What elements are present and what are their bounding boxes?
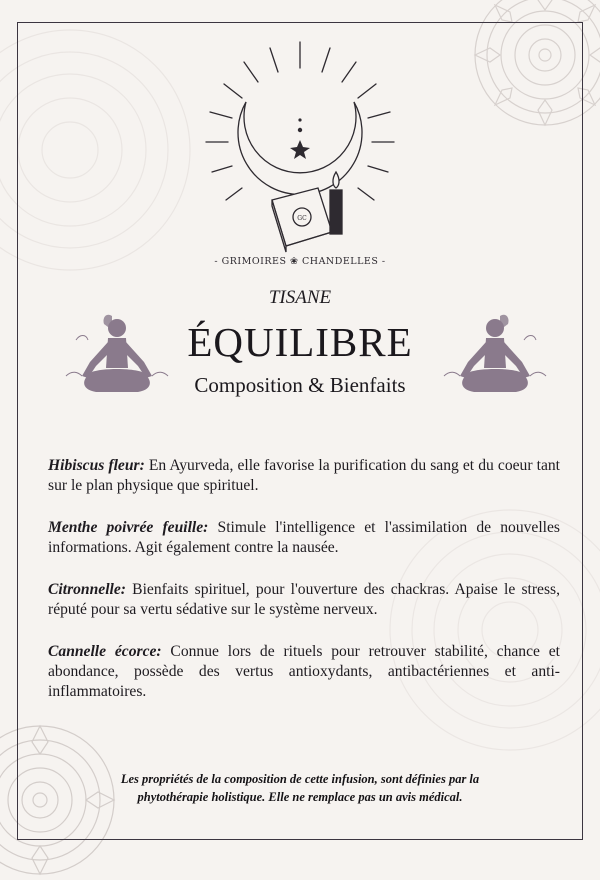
brand-ornament-icon: ❀ (290, 256, 299, 267)
ingredient-description: En Ayurveda, elle favorise la purification du sang et du coeur tant sur le plan physique que spirituel. (48, 457, 560, 494)
sun-moon-logo-icon (200, 40, 400, 270)
meditation-figure-left-icon (62, 310, 172, 410)
candle-icon (330, 172, 342, 234)
ingredient-name: Menthe poivrée feuille: (48, 519, 209, 536)
page-subtitle: Composition & Bienfaits (194, 373, 406, 397)
brand-line: - GRIMOIRES ❀ CHANDELLES - (214, 256, 386, 267)
meditation-figure-right-icon (440, 310, 550, 410)
disclaimer (80, 770, 520, 806)
ingredient-menthe (48, 518, 560, 558)
ingredient-name: Hibiscus fleur: (48, 457, 145, 474)
ingredient-list (48, 456, 560, 724)
ingredient-description: Connue lors de rituels pour retrouver stabilité, chance et abondance, possède des vertus antioxydants, antibactériennes et anti-inflammatoires. (48, 643, 560, 700)
ingredient-citronnelle (48, 580, 560, 620)
disclaimer-line-2: phytothérapie holistique. Elle ne remplace pas un avis médical. (137, 790, 463, 804)
ingredient-cannelle (48, 642, 560, 702)
ingredient-name: Citronnelle: (48, 581, 126, 598)
page-title: ÉQUILIBRE (187, 319, 413, 365)
book-monogram: GC (297, 215, 307, 222)
disclaimer-line-1: Les propriétés de la composition de cette infusion, sont définies par la (120, 772, 480, 786)
ingredient-description: Bienfaits spirituel, pour l'ouverture des chackras. Apaise le stress, réputé pour sa vertu sédative sur le système nerveux. (48, 581, 560, 618)
brand-left: GRIMOIRES (221, 256, 287, 267)
brand-right: CHANDELLES (302, 256, 379, 267)
ingredient-hibiscus (48, 456, 560, 496)
ingredient-description: Stimule l'intelligence et l'assimilation de nouvelles informations. Agit également contre la nausée. (48, 519, 560, 556)
kicker: TISANE (268, 287, 332, 308)
ingredient-name: Cannelle écorce: (48, 643, 162, 660)
